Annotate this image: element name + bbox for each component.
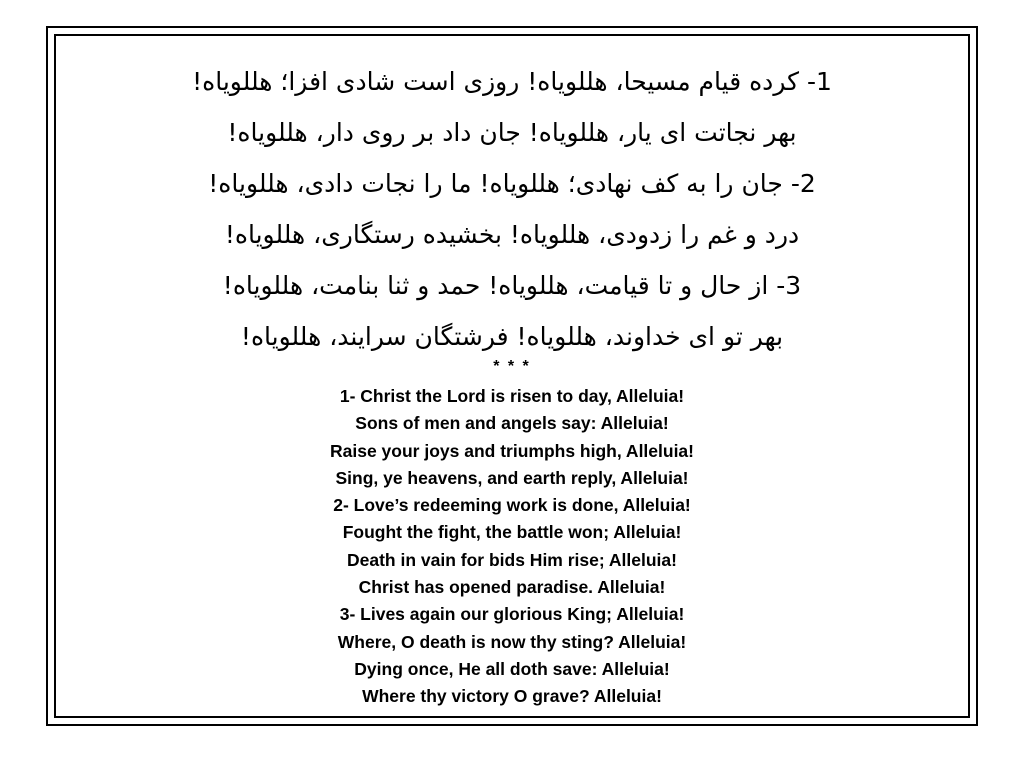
english-line: Sons of men and angels say: Alleluia! [355,413,669,434]
persian-line: 1- کرده قیام مسیحا، هللویاه! روزی است شادی افزا؛ هللویاه! [192,67,832,96]
english-line: Death in vain for bids Him rise; Alleluia! [347,549,677,570]
persian-line: 2- جان را به کف نهادی؛ هللویاه! ما را نجات دادی، هللویاه! [208,169,816,198]
persian-line: بهر نجاتت ای یار، هللویاه! جان داد بر روی دار، هللویاه! [227,118,797,147]
english-line: Where, O death is now thy sting? Alleluia! [337,631,687,652]
english-line: 1- Christ the Lord is risen to day, Alleluia! [339,386,685,406]
persian-line: درد و غم را زدودی، هللویاه! بخشیده رستگاری، هللویاه! [224,220,800,249]
english-line: Sing, ye heavens, and earth reply, Alleluia! [335,467,689,488]
english-line: 2- Love’s redeeming work is done, Alleluia! [333,495,691,516]
english-line: Raise your joys and triumphs high, Alleluia! [330,440,694,461]
english-line: 3- Lives again our glorious King; Alleluia! [339,604,685,625]
english-line: Fought the fight, the battle won; Alleluia! [342,522,682,543]
section-separator: * * * [493,358,531,375]
inner-frame [54,34,970,718]
persian-hymn-text [56,56,968,362]
english-line: Christ has opened paradise. Alleluia! [358,577,666,598]
persian-line: بهر تو ای خداوند، هللویاه! فرشتگان سرایند، هللویاه! [240,322,784,351]
persian-line: 3- از حال و تا قیامت، هللویاه! حمد و ثنا بنامت، هللویاه! [222,271,802,300]
page-frame [46,26,978,726]
english-line: Where thy victory O grave? Alleluia! [362,686,662,707]
english-line: Dying once, He all doth save: Alleluia! [354,658,670,679]
english-hymn-text [56,383,968,711]
